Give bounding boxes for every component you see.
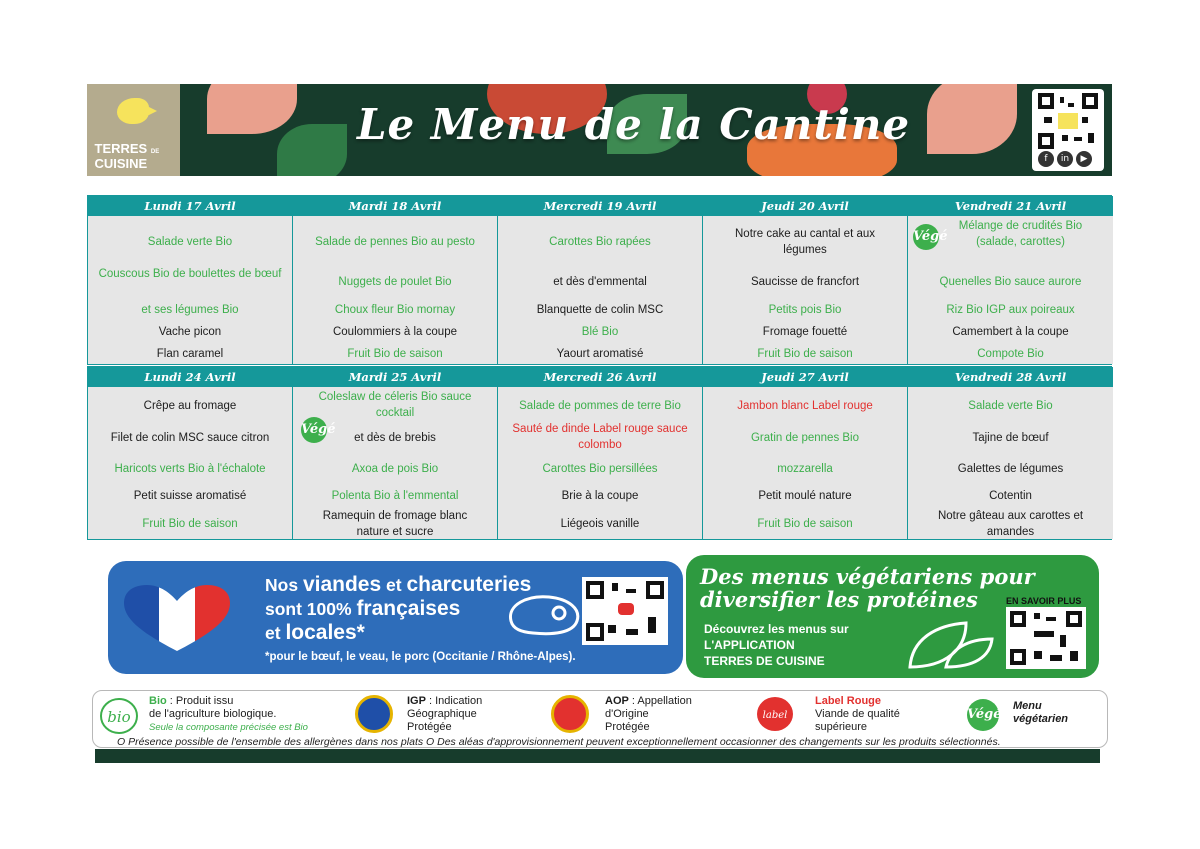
dish-starter-2: et dès de brebis	[354, 432, 436, 444]
dish-main: Nuggets de poulet Bio	[338, 276, 452, 288]
bio-badge-icon	[99, 697, 139, 735]
french-flag-heart-icon	[122, 583, 232, 653]
dish-starter: Crêpe au fromage	[143, 400, 237, 412]
qr-code-icon	[1038, 93, 1098, 149]
dish-dessert: Fruit Bio de saison	[757, 518, 853, 530]
vegetarian-icon: Végé	[301, 417, 327, 443]
dish-side: et ses légumes Bio	[141, 304, 239, 316]
dish-cheese: Vache picon	[158, 326, 222, 338]
dish-starter: Salade de pennes Bio au pesto	[315, 236, 475, 248]
dish-starter: Jambon blanc Label rouge	[737, 400, 873, 412]
steak-icon	[503, 591, 583, 639]
day-column	[293, 367, 498, 539]
decor-leaf	[207, 84, 297, 134]
dish-side: Blé Bio	[581, 326, 619, 338]
week-1-table	[87, 195, 1112, 365]
dish-dessert: Fruit Bio de saison	[347, 348, 443, 360]
vegetarian-headline: Des menus végétariens pour diversifier les protéines	[700, 564, 1035, 612]
day-column	[293, 196, 498, 364]
dish-dessert: Yaourt aromatisé	[556, 348, 644, 360]
dish-dessert: Flan caramel	[156, 348, 224, 360]
dish-side: Choux fleur Bio mornay	[334, 304, 456, 316]
dish-main: Axoa de pois Bio	[351, 463, 439, 475]
day-header: Mardi 18 Avril	[293, 196, 497, 216]
dish-dessert: Fruit Bio de saison	[142, 518, 238, 530]
header-banner	[87, 84, 1112, 176]
app-invite: Découvrez les menus sur L'APPLICATION TERRES DE CUISINE	[704, 622, 849, 668]
dish-side: Polenta Bio à l'emmental	[331, 490, 459, 502]
day-column	[498, 367, 703, 539]
dish-side: Riz Bio IGP aux poireaux	[946, 304, 1075, 316]
vegetarian-icon: Végé	[967, 699, 999, 731]
dish-main: Blanquette de colin MSC	[536, 304, 664, 316]
qr-code-icon[interactable]	[1006, 607, 1086, 669]
vegetarian-icon: Végé	[913, 224, 939, 250]
qr-code-icon[interactable]	[582, 577, 668, 645]
svg-text:bio: bio	[107, 708, 131, 726]
decorative-strip	[95, 749, 1100, 763]
social-links	[1038, 151, 1092, 167]
dish-main: Quenelles Bio sauce aurore	[939, 276, 1082, 288]
dish-main: Couscous Bio de boulettes de bœuf	[98, 268, 282, 280]
dish-starter: Mélange de crudités Bio (salade, carottes)	[958, 220, 1083, 248]
dish-cheese: Coulommiers à la coupe	[332, 326, 457, 338]
dish-cheese: Camembert à la coupe	[952, 326, 1069, 338]
dish-dessert: Notre gâteau aux carottes et amandes	[937, 510, 1084, 538]
dish-starter: Salade verte Bio	[147, 236, 233, 248]
day-column	[703, 367, 908, 539]
dish-cheese: mozzarella	[777, 463, 833, 475]
dish-cheese: Brie à la coupe	[561, 490, 639, 502]
dish-cheese: Petit suisse aromatisé	[133, 490, 247, 502]
bird-icon	[117, 98, 149, 124]
decor-leaf	[927, 84, 1017, 154]
dish-side: Carottes Bio persillées	[542, 463, 658, 475]
dish-side: Petits pois Bio	[768, 304, 842, 316]
dish-main: Sauté de dinde Label rouge sauce colombo	[512, 423, 688, 451]
brand-name: TERRES DE CUISINE	[94, 141, 160, 171]
legend-label-rouge: Label Rouge Viande de qualité supérieure	[815, 695, 900, 733]
qr-code-top[interactable]	[1032, 89, 1104, 171]
day-header: Jeudi 27 Avril	[703, 367, 907, 387]
day-header: Mercredi 19 Avril	[498, 196, 702, 216]
dish-main: Filet de colin MSC sauce citron	[110, 432, 270, 444]
day-column	[908, 367, 1113, 539]
dish-side: Haricots verts Bio à l'échalote	[114, 463, 266, 475]
svg-text:label: label	[762, 710, 788, 721]
day-column	[703, 196, 908, 364]
dish-cheese: Cotentin	[989, 490, 1032, 502]
dish-starter-2: et dès d'emmental	[553, 276, 647, 288]
dish-cheese: Fromage fouetté	[762, 326, 848, 338]
day-header: Jeudi 20 Avril	[703, 196, 907, 216]
leaf-icon	[906, 619, 996, 671]
decor-leaf	[277, 124, 347, 176]
terres-de-cuisine-logo	[87, 84, 180, 176]
legend-box	[92, 690, 1108, 748]
day-header: Vendredi 21 Avril	[908, 196, 1113, 216]
facebook-icon[interactable]: f	[1038, 151, 1054, 167]
dish-dessert: Ramequin de fromage blanc nature et sucre	[322, 510, 468, 538]
allergen-footnote: O Présence possible de l'ensemble des allergènes dans nos plats O Des aléas d'approvisionnement peuvent exceptionnellement occasionner des changements sur les produits sélectionnés.	[117, 736, 1001, 748]
dish-cheese-2: Petit moulé nature	[758, 490, 852, 502]
legend-bio: Bio : Produit issu de l'agriculture biologique. Seule la composante précisée est Bio	[149, 695, 308, 733]
page-title: Le Menu de la Cantine	[357, 100, 911, 149]
day-header: Vendredi 28 Avril	[908, 367, 1113, 387]
dish-starter: Notre cake au cantal et aux légumes	[735, 228, 875, 256]
dish-main: Tajine de bœuf	[972, 432, 1049, 444]
igp-badge-icon	[355, 695, 393, 733]
linkedin-icon[interactable]: in	[1057, 151, 1073, 167]
dish-main: Gratin de pennes Bio	[750, 432, 860, 444]
day-header: Mercredi 26 Avril	[498, 367, 702, 387]
dish-starter: Salade de pommes de terre Bio	[519, 400, 681, 412]
day-column	[498, 196, 703, 364]
local-meat-panel	[108, 561, 683, 674]
vegetarian-menu-panel	[686, 555, 1099, 678]
week-2-table	[87, 366, 1112, 540]
aop-badge-icon	[551, 695, 589, 733]
dish-side: Galettes de légumes	[957, 463, 1064, 475]
label-rouge-icon	[755, 695, 795, 733]
legend-igp: IGP : Indication Géographique Protégée	[407, 695, 483, 733]
day-column	[88, 196, 293, 364]
legend-aop: AOP : Appellation d'Origine Protégée	[605, 695, 692, 733]
dish-dessert: Fruit Bio de saison	[757, 348, 853, 360]
dish-starter: Carottes Bio rapées	[549, 236, 651, 248]
promo-headline: Nos viandes et charcuteries sont 100% françaises et locales*	[265, 573, 532, 644]
learn-more-label[interactable]: EN SAVOIR PLUS	[1006, 596, 1082, 606]
dish-starter: Coleslaw de céleris Bio sauce cocktail	[318, 391, 472, 419]
day-header: Lundi 24 Avril	[88, 367, 292, 387]
day-column	[88, 367, 293, 539]
dish-dessert: Liégeois vanille	[560, 518, 640, 530]
day-column	[908, 196, 1113, 364]
day-header: Mardi 25 Avril	[293, 367, 497, 387]
youtube-icon[interactable]: ▶	[1076, 151, 1092, 167]
day-header: Lundi 17 Avril	[88, 196, 292, 216]
promo-footnote: *pour le bœuf, le veau, le porc (Occitanie / Rhône-Alpes).	[265, 651, 576, 663]
legend-vegetarian: Menu végétarien	[1013, 700, 1069, 725]
dish-starter: Salade verte Bio	[968, 400, 1053, 412]
dish-main: Saucisse de francfort	[750, 276, 860, 288]
dish-dessert: Compote Bio	[977, 348, 1044, 360]
